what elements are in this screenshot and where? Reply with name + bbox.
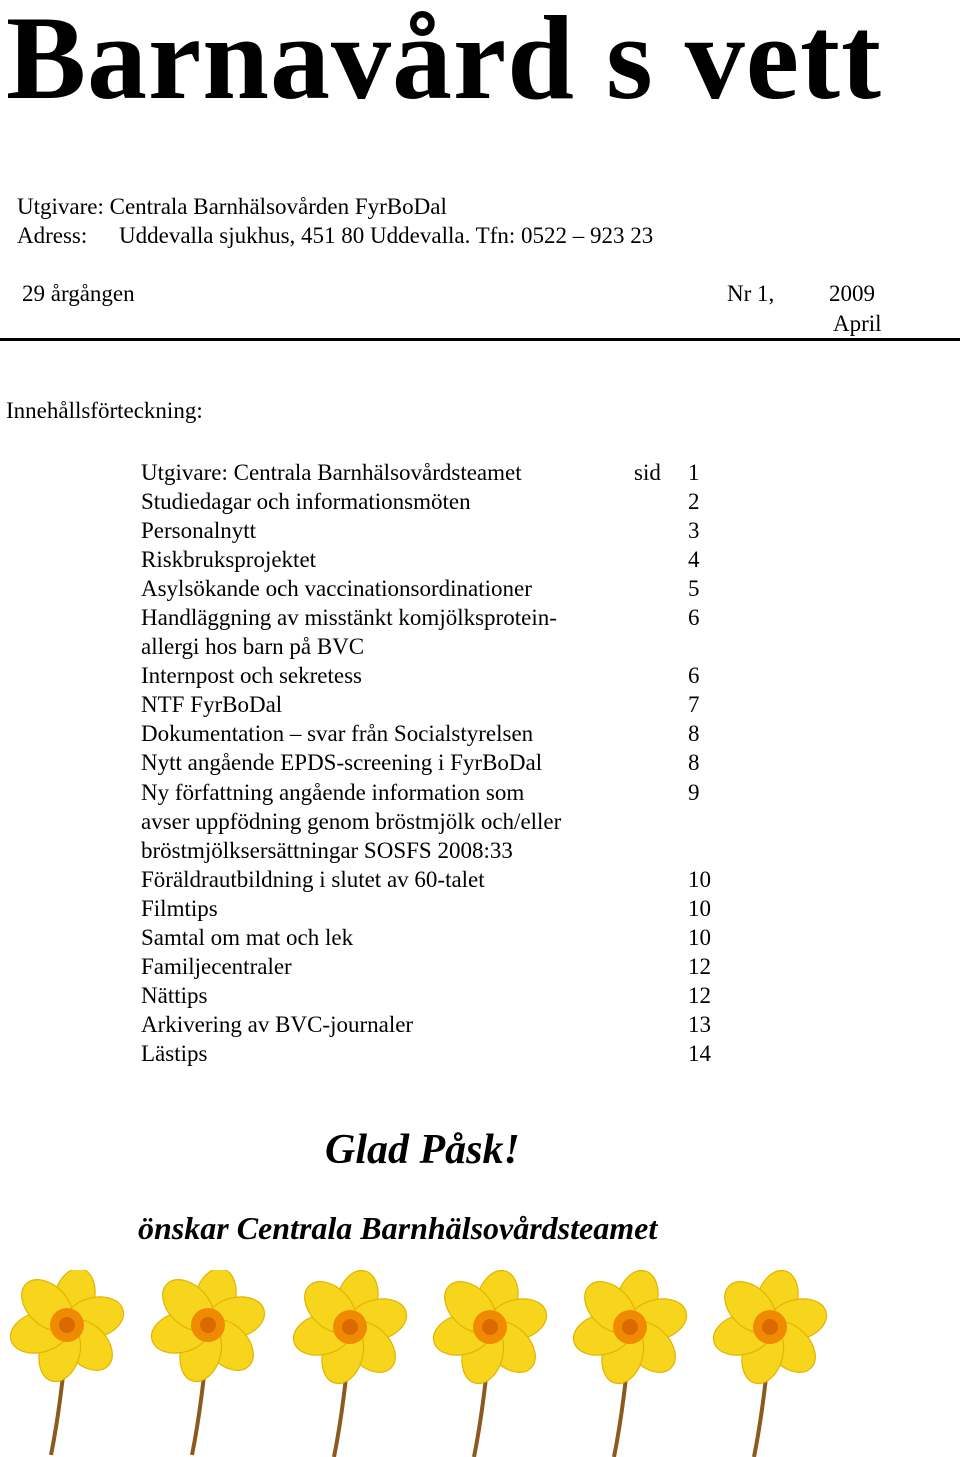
masthead-title: Barnavård s vett — [6, 0, 882, 124]
toc-entry-title: Ny författning angående information som — [141, 779, 525, 805]
daffodil-icon — [6, 1270, 128, 1455]
daffodil-icon — [429, 1270, 551, 1457]
publisher-line: Utgivare: Centrala Barnhälsovården FyrBoDal — [17, 194, 447, 219]
toc-entry-title: Lästips — [141, 1040, 208, 1066]
toc-entry-title: NTF FyrBoDal — [141, 692, 283, 718]
toc-entry-title: Samtal om mat och lek — [141, 924, 354, 950]
daffodil-icon — [289, 1270, 411, 1457]
issue-month: April — [833, 311, 882, 336]
toc-entry-title: avser uppfödning genom bröstmjölk och/eller — [141, 808, 562, 834]
address-label: Adress: — [17, 223, 88, 248]
toc-entry-title: Handläggning av misstänkt komjölksprotein- — [141, 605, 557, 631]
toc-entry-title: bröstmjölksersättningar SOSFS 2008:33 — [141, 837, 513, 863]
toc-entry-page: 13 — [688, 1011, 711, 1037]
toc-entry-title: Studiedagar och informationsmöten — [141, 489, 471, 514]
toc-entry-page: 14 — [688, 1040, 711, 1066]
toc-entry-page: 8 — [688, 721, 700, 747]
toc-heading: Innehållsförteckning: — [6, 398, 203, 423]
toc-entry-title: Personalnytt — [141, 518, 256, 544]
address-value: Uddevalla sjukhus, 451 80 Uddevalla. Tfn: 0522 – 923 23 — [119, 223, 654, 248]
daffodil-icon — [147, 1270, 269, 1455]
toc-entry-title: Internpost och sekretess — [141, 663, 362, 689]
volume-label: 29 årgången — [22, 281, 135, 306]
issue-number: Nr 1, — [727, 281, 775, 306]
toc-entry-page: 12 — [688, 982, 711, 1008]
toc-entry-page: 1 — [688, 460, 700, 485]
toc-entry-title: Asylsökande och vaccinationsordinationer — [141, 576, 532, 602]
toc-entry-page: 9 — [688, 779, 700, 805]
toc-entry-page: 4 — [688, 547, 700, 573]
toc-entry-page: 3 — [688, 518, 700, 544]
daffodil-border — [0, 1270, 960, 1457]
toc-sid-label: sid — [634, 460, 661, 485]
greeting-heading: Glad Påsk! — [325, 1127, 520, 1173]
toc-entry-page: 6 — [688, 605, 700, 631]
toc-entry-page: 7 — [688, 692, 700, 718]
toc-entry-title: Riskbruksprojektet — [141, 547, 317, 573]
toc-entry-page: 12 — [688, 953, 711, 979]
toc-entry-title: Föräldrautbildning i slutet av 60-talet — [141, 866, 485, 892]
toc-entry-title: Arkivering av BVC-journaler — [141, 1011, 414, 1037]
greeting-from: önskar Centrala Barnhälsovårdsteamet — [138, 1210, 658, 1246]
header-divider — [0, 338, 960, 341]
daffodil-icon — [709, 1270, 831, 1457]
toc-entry-title: Familjecentraler — [141, 953, 292, 979]
toc-entry-page: 10 — [688, 866, 711, 892]
toc-entry-title: Nytt angående EPDS-screening i FyrBoDal — [141, 750, 543, 776]
toc-entry-title: allergi hos barn på BVC — [141, 634, 365, 660]
issue-year: 2009 — [829, 281, 875, 306]
toc-entry-page: 5 — [688, 576, 700, 602]
daffodil-icon — [569, 1270, 691, 1457]
toc-entry-page: 10 — [688, 895, 711, 921]
toc-entry-title: Nättips — [141, 982, 208, 1008]
toc-entry-page: 10 — [688, 924, 711, 950]
toc-entry-page: 6 — [688, 663, 700, 689]
toc-entry-page: 8 — [688, 750, 700, 776]
toc-entry-title: Filmtips — [141, 895, 218, 921]
toc-entry-page: 2 — [688, 489, 700, 514]
toc-entry-title: Utgivare: Centrala Barnhälsovårdsteamet — [141, 460, 522, 485]
toc-entry-title: Dokumentation – svar från Socialstyrelsen — [141, 721, 534, 747]
